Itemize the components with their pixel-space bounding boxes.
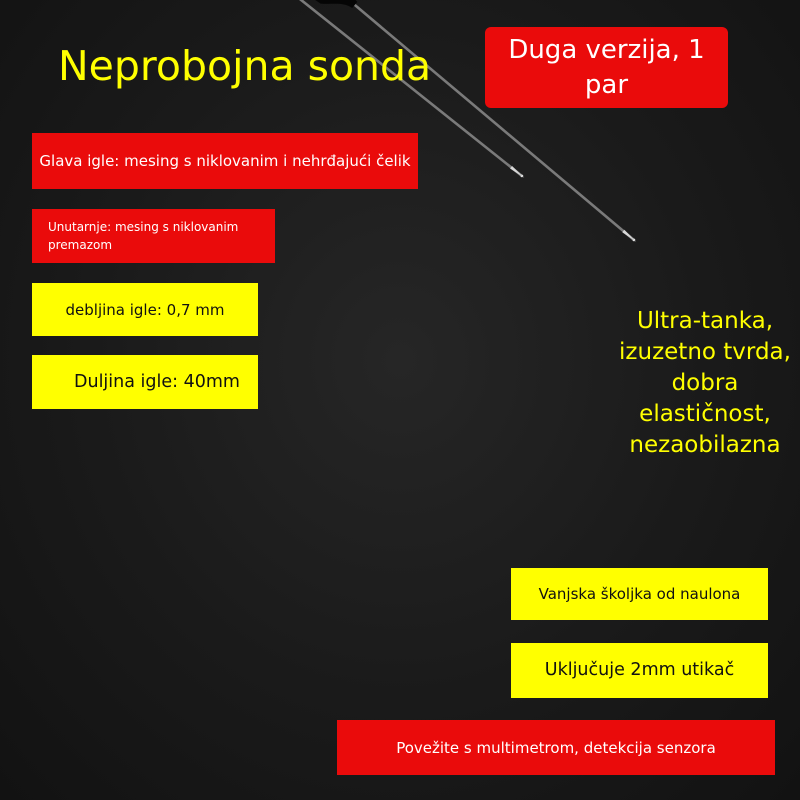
spec-needle-head-label (32, 133, 418, 189)
connect-label (337, 720, 775, 775)
variant-badge (485, 27, 728, 108)
red-probe-tip (510, 166, 525, 179)
plug-text: Uključuje 2mm utikač (544, 660, 735, 680)
spec-inner-label (32, 209, 275, 263)
black-probe-tip (622, 230, 637, 243)
spec-length-label (32, 355, 258, 409)
spec-length-text: Duljina igle: 40mm (74, 372, 240, 392)
spec-thickness-label (32, 283, 258, 336)
black-probe-handle (133, 0, 369, 23)
plug-label (511, 643, 768, 698)
shell-material-text: Vanjska školjka od naulona (538, 585, 741, 603)
page-title: Neprobojna sonda (58, 42, 432, 90)
features-text: Ultra-tanka, izuzetno tvrda, dobra elastičnost, nezaobilazna (619, 308, 791, 458)
variant-badge-text: Duga verzija, 1 par (508, 34, 705, 100)
shell-material-label (511, 568, 768, 620)
spec-thickness-text: debljina igle: 0,7 mm (65, 300, 225, 319)
connect-text: Povežite s multimetrom, detekcija senzora (396, 738, 716, 757)
spec-needle-head-text: Glava igle: mesing s niklovanim i nehrđajući čelik (39, 152, 411, 170)
spec-inner-text: Unutarnje: mesing s niklovanim premazom (48, 220, 239, 252)
